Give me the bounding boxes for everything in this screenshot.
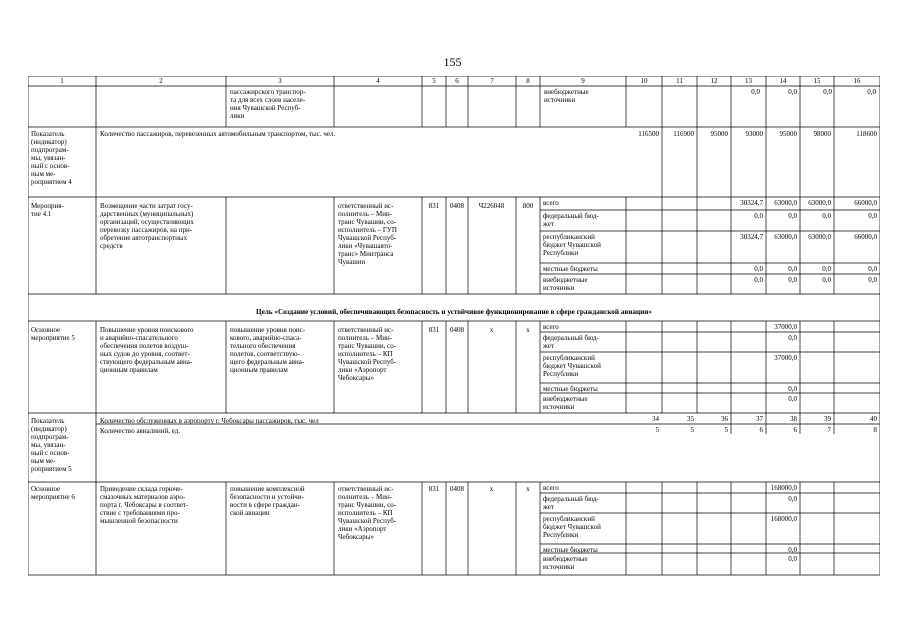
om6-result: повышение комплексной безопасности и устойчи- вости в сфере граждан- ской авиации (230, 485, 305, 517)
ind5-row1-desc: Количество обслуженных в аэропорту г. Чебоксары пассажиров, тыс. чел (100, 417, 319, 425)
source-value: 0,0 (822, 212, 831, 220)
col-header-2: 2 (159, 77, 163, 85)
col-header-12: 12 (710, 77, 718, 85)
om5-result: повышение уровня поис- кового, аварийно-спаса- тельного обеспечения полетов, соответствую- щего федеральным авиа- ционным правилам (230, 326, 306, 374)
ind4-value: 118600 (856, 130, 877, 138)
source-value: 37000,0 (774, 323, 797, 331)
source-value: 66000,0 (854, 199, 877, 207)
source-value: 66000,0 (854, 233, 877, 241)
col-header-10: 10 (640, 77, 648, 85)
ind4-value: 116500 (638, 130, 659, 138)
ind5-row2-value: 6 (793, 426, 797, 434)
source-label: федеральный бюд- жет (543, 334, 599, 350)
cont-val-16: 0,0 (867, 88, 876, 96)
om6-c8: x (526, 485, 530, 493)
ind5-row2-value: 8 (873, 426, 877, 434)
source-value: 0,0 (754, 265, 763, 273)
om5-desc: Повышение уровня поискового и аварийно-спасательного обеспечения полетов воздуш- ных судов до уровня, соответ- ствующего федеральным авиа- ционным правилам (100, 326, 194, 374)
ind5-row1-value: 35 (687, 415, 694, 423)
om6-c7: x (489, 485, 494, 493)
ind5-row1-value: 37 (756, 415, 763, 423)
om6-c6: 0408 (450, 485, 464, 493)
source-value: 0,0 (788, 385, 797, 393)
source-label: республиканский бюджет Чувашской Республики (543, 233, 601, 257)
source-value: 63000,0 (808, 233, 831, 241)
source-value: 0,0 (868, 265, 877, 273)
cont-target-text: пассажирского транспор- та для всех слоев населе- ния Чувашской Респуб- лики (230, 88, 306, 120)
source-value: 0,0 (788, 395, 797, 403)
source-label: республиканский бюджет Чувашской Республики (543, 515, 601, 539)
source-value: 0,0 (822, 276, 831, 284)
om5-c8: x (526, 326, 530, 334)
col-header-3: 3 (278, 77, 282, 85)
om6-executor: ответственный ис- полнитель – Мин- транс Чувашии, со- исполнитель – КП Чувашской Респуб- лики «Аэропорт Чебоксары» (338, 485, 397, 541)
source-label: местные бюджеты (543, 265, 598, 273)
ind5-row2-value: 5 (690, 426, 694, 434)
source-label: внебюджетные источники (543, 395, 588, 411)
col-header-5: 5 (432, 77, 436, 85)
source-value: 0,0 (822, 265, 831, 273)
m41-desc: Возмещение части затрат госу- дарственных (муниципальных) организаций, осуществляющих перевозку пассажиров, на при- обретение автотранспортных средств (100, 202, 194, 250)
ind5-row2-value: 5 (724, 426, 728, 434)
om6-label: Основное мероприятие 6 (31, 485, 75, 501)
ind5-row1-value: 39 (824, 415, 831, 423)
source-label: всего (543, 199, 559, 207)
m41-c7: Ч226048 (478, 202, 505, 210)
m41-c8: 800 (522, 202, 534, 210)
source-value: 168000,0 (770, 515, 797, 523)
ind5-row2-value: 5 (655, 426, 659, 434)
ind4-label: Показатель (индикатор) подпрограм- мы, увязан- ный с основ- ным ме- роприятием 4 (31, 130, 72, 186)
col-header-14: 14 (779, 77, 787, 85)
ind4-value: 95000 (779, 130, 797, 138)
page-number: 155 (443, 55, 462, 69)
ind4-desc: Количество пассажиров, перевезенных автомобильным транспортом, тыс. чел. (100, 130, 336, 138)
source-label: всего (543, 484, 559, 492)
col-header-16: 16 (853, 77, 861, 85)
source-value: 0,0 (868, 212, 877, 220)
source-value: 0,0 (788, 334, 797, 342)
m41-label: Мероприя- тие 4.1 (31, 202, 64, 218)
source-label: местные бюджеты (543, 546, 598, 554)
ind4-value: 93000 (745, 130, 763, 138)
col-header-9: 9 (581, 77, 585, 85)
ind5-label: Показатель (индикатор) подпрограм- мы, увязан- ный с основ- ным ме- роприятием 5 (31, 417, 72, 473)
ind4-value: 116900 (673, 130, 694, 138)
om5-executor: ответственный ис- полнитель – Мин- транс Чувашии, со- исполнитель – КП Чувашской Респуб- лики «Аэропорт Чебоксары» (338, 326, 397, 382)
source-value: 30324,7 (740, 199, 763, 207)
om6-desc: Приведение склада горюче- смазочных материалов аэро- порта г. Чебоксары в соответ- ствие с требованиями про- мышленной безопасности (100, 485, 189, 525)
col-header-8: 8 (526, 77, 530, 85)
om6-c5: 831 (428, 485, 440, 493)
m41-executor: ответственный ис- полнитель – Мин- транс Чувашии, со- исполнитель – ГУП Чувашской Респуб- лики «Чувашавто- транс» Минтранса Чувашии (338, 202, 397, 266)
source-label: федеральный бюд- жет (543, 212, 599, 228)
source-label: внебюджетные источники (543, 555, 588, 571)
col-header-6: 6 (455, 77, 459, 85)
ind5-row2-desc: Количество авиалиний, ед. (100, 427, 181, 435)
source-value: 0,0 (788, 546, 797, 554)
source-value: 0,0 (788, 495, 797, 503)
cont-val-15: 0,0 (823, 88, 832, 96)
source-label: внебюджетные источники (543, 276, 588, 292)
source-value: 0,0 (754, 212, 763, 220)
source-value: 0,0 (788, 555, 797, 563)
om5-c7: x (489, 326, 494, 334)
source-value: 0,0 (788, 276, 797, 284)
col-header-1: 1 (60, 77, 64, 85)
ind5-row1-value: 34 (652, 415, 659, 423)
m41-c6: 0408 (450, 202, 464, 210)
source-value: 0,0 (788, 212, 797, 220)
col-header-15: 15 (813, 77, 821, 85)
source-label: местные бюджеты (543, 385, 598, 393)
source-label: федеральный бюд- жет (543, 495, 599, 511)
col-header-11: 11 (676, 77, 683, 85)
om5-c5: 831 (428, 326, 440, 334)
source-value: 168000,0 (770, 484, 797, 492)
source-value: 63000,0 (774, 233, 797, 241)
col-header-7: 7 (490, 77, 494, 85)
ind5-row1-value: 36 (721, 415, 728, 423)
ind5-row2-value: 6 (759, 426, 763, 434)
om5-label: Основное мероприятие 5 (31, 326, 75, 342)
source-value: 30324,7 (740, 233, 763, 241)
ind5-row1-value: 38 (790, 415, 797, 423)
source-value: 0,0 (754, 276, 763, 284)
cont-val-14: 0,0 (788, 88, 797, 96)
ind4-value: 98000 (813, 130, 831, 138)
goal-heading: Цель «Создание условий, обеспечивающих безопасность и устойчивое функционирование в сфере гражданской авиации» (255, 308, 652, 316)
cont-source-text: внебюджетные источники (544, 88, 589, 104)
source-label: республиканский бюджет Чувашской Республики (543, 354, 601, 378)
source-value: 63000,0 (808, 199, 831, 207)
m41-c5: 831 (428, 202, 440, 210)
source-value: 0,0 (868, 276, 877, 284)
source-label: всего (543, 323, 559, 331)
source-value: 37000,0 (774, 354, 797, 362)
source-value: 63000,0 (774, 199, 797, 207)
source-value: 0,0 (788, 265, 797, 273)
ind5-row2-value: 7 (827, 426, 831, 434)
col-header-13: 13 (745, 77, 752, 85)
ind5-row1-value: 40 (870, 415, 877, 423)
cont-val-13: 0,0 (751, 88, 760, 96)
om5-c6: 0408 (450, 326, 464, 334)
ind4-value: 95000 (710, 130, 728, 138)
col-header-4: 4 (376, 77, 380, 85)
